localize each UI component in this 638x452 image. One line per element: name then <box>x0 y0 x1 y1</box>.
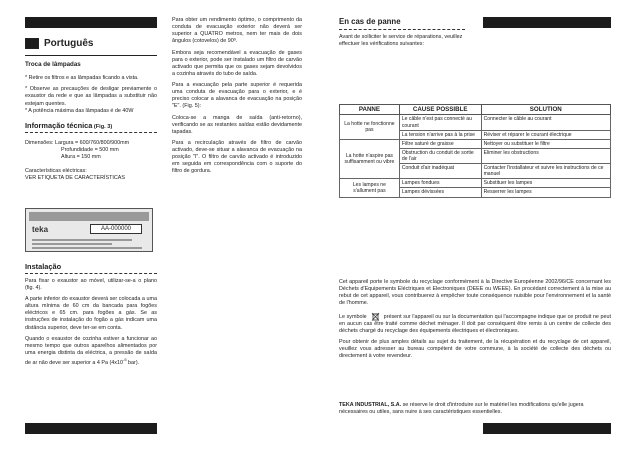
table-header-row <box>340 105 611 115</box>
teka-note-text: se réserve le droit d'introduire sur le matériel les modifications qu'elle jugera nécessaires ou utiles, sans nuire à ses caractéristiques essentielles. <box>339 402 584 416</box>
table-row <box>340 179 611 188</box>
install-column <box>25 262 157 371</box>
teka-brand: TEKA INDUSTRIAL, S.A. <box>339 402 402 408</box>
header-bar-left <box>25 17 157 28</box>
table-cell: Les lampes ne s'allument pas <box>340 179 400 197</box>
table-cell: Nettoyer ou substituer le filtre <box>481 139 610 148</box>
table-cell: La hotte n'aspire pas suffisamment ou vibre <box>340 139 400 179</box>
recycle-bin-icon <box>371 312 380 321</box>
recycling-block <box>339 279 611 364</box>
rating-label-image <box>25 208 153 252</box>
recycle-p3: Pour obtenir de plus amples détails au sujet du traitement, de la récupération et du recyclage de cet appareil, veuillez vous adresser au bureau compétent de votre commune, à la société de collecte des déchets ou directement à votre revendeur. <box>339 338 611 360</box>
middle-p1: Para obter um rendimento óptimo, o comprimento da conduta de evacuação exterior não deverá ser superior a QUATRO metros, nem ter mais de dois ângulos (cotovelos) de 90º. <box>172 17 302 45</box>
flag-icon <box>25 38 39 49</box>
panne-divider <box>339 29 465 30</box>
footer-bar-left <box>25 423 157 434</box>
install-p1: Para fixar o exaustor ao móvel, utilizar-se-a o plano (fig. 4). <box>25 277 157 291</box>
dim-line: Dimensões: Largura = 600/760/800/900mm <box>25 140 130 147</box>
table-cell: Lampes fondues <box>399 179 481 188</box>
table-cell: La hotte ne fonctionne pas <box>340 115 400 139</box>
panne-intro: Avant de solliciter le service de réparations, veuillez effectuer les vérifications suivantes: <box>339 34 463 48</box>
table-cell: Resserrer les lampes <box>481 188 610 197</box>
table-cell: Réviser et réparer le courant électrique <box>481 130 610 139</box>
middle-p4: Coloca-se a manga de saída (anti-retorno), verificando se as restantes saídas estão devidamente tapadas. <box>172 114 302 135</box>
table-cell: Le câble n'est pas connecté au courant <box>399 115 481 130</box>
label-code: AA-000000 <box>90 224 142 234</box>
lamps-p2: * Observe as precauções de desligar previamente o exaustor da rede e que as lâmpadas a substituir não estejam quentes. <box>25 86 157 107</box>
label-line-2 <box>32 243 112 245</box>
lamps-p1: * Retire os filtros e as lâmpadas ficando a vista. <box>25 75 139 82</box>
tech-fig: (Fig. 3) <box>93 123 113 130</box>
language-title: Português <box>44 38 94 49</box>
lamps-p3: * A potência máxima das lâmpadas é de 40W <box>25 107 134 114</box>
table-header: CAUSE POSSIBLE <box>399 105 481 115</box>
language-rule <box>25 55 157 56</box>
middle-p3: Para a evacuação pela parte superior é requerida uma conduta de evacuação para o exterior, e é preciso colocar a alavanca de evacuação na posição "E". (Fig. 5): <box>172 82 302 110</box>
table-row <box>340 139 611 148</box>
tech-title: Informação técnica <box>25 120 93 130</box>
height-line: Altura = 150 mm <box>61 154 101 161</box>
middle-p2: Embora seja recomendável a evacuação de gases para o exterior, pode ser instalado um filtro de carvão activado que permita que os gases sejam devolvidos a cozinha através do tubo de saída. <box>172 49 302 77</box>
middle-column <box>172 17 302 180</box>
table-row <box>340 115 611 130</box>
install-p2: A parte inferior do exaustor deverá ser colocada a uma altura mínima de 60 cm da bancada para fogões eléctricos e 65 cm. para fogões a gás. Se as instruções de instalação do fogão a gás indicam uma distância superior, deve ter-se em conta. <box>25 296 157 331</box>
table-cell: Conduit d'air inadéquat <box>399 164 481 179</box>
language-heading <box>25 38 93 49</box>
label-logo: teka <box>32 225 49 234</box>
table-header: PANNE <box>340 105 400 115</box>
table-cell: Obstruction du conduit de sortie de l'air <box>399 148 481 163</box>
label-line-1 <box>32 239 132 241</box>
table-cell: Lampes dévissées <box>399 188 481 197</box>
recycle-p1: Cet appareil porte le symbole du recyclage conformément à la Directive Européenne 2002/96/CE concernant les Déchets d'Equipements Eléctriques et Electroniques (DEEE ou WEEE). En procédant correctement à la mise au rebut de cet appareil, vous contribuerez à empêcher toute conséquence nuisible pour l'environnement et la santé de l'homme. <box>339 279 611 307</box>
table-cell: Connecter le câble au courant <box>481 115 610 130</box>
install-title: Instalação <box>25 262 62 271</box>
troubleshooting-table <box>339 104 611 198</box>
teka-note <box>339 402 611 416</box>
elec-line: Características eléctricas: <box>25 167 87 174</box>
depth-line: Profundidade = 500 mm <box>61 147 119 154</box>
left-column <box>25 61 157 182</box>
table-header: SOLUTION <box>481 105 610 115</box>
table-cell: Filtre saturé de graisse <box>399 139 481 148</box>
footer-bar-right <box>483 423 611 434</box>
install-p3: Quando o exaustor de cozinha estiver a funcionar ao mesmo tempo que outros aparelhos alimentados por uma energia distinta da eléctrica, a pressão de saída de ar não deve ser superior a 4 Pa ($4x10^{-5}$ bar). <box>25 335 157 366</box>
lamps-title: Troca de lâmpadas <box>25 61 81 68</box>
label-line: VER ETIQUETA DE CARACTERÍSTICAS <box>25 174 125 181</box>
install-divider <box>25 273 157 274</box>
middle-p5: Para a recirculação através de filtro de carvão activado, deve-se situar a alavanca de evacuação na posição "I". O filtro de carvão activado é introduzido em seguida em correspondência com o suporte do filtro de gordura. <box>172 139 302 175</box>
table-cell: La tension n'arrive pas à la prise <box>399 130 481 139</box>
tech-divider <box>25 132 157 133</box>
table-cell: Contacter l'installateur et suivre les instructions de ce manuel <box>481 164 610 179</box>
panne-title: En cas de panne <box>339 17 401 26</box>
tech-heading <box>25 121 157 131</box>
label-strip <box>29 212 149 221</box>
right-header <box>339 17 611 49</box>
table-cell: Eliminer les obstructions <box>481 148 610 163</box>
table-cell: Substituer les lampes <box>481 179 610 188</box>
label-line-3 <box>32 247 142 249</box>
recycle-p2: Le symbole présent sur l'appareil ou sur la documentation qui l'accompagne indique que ce produit ne peut en aucun cas être traité comme déchet ménager. Il doit par conséquent être remis à un centre de collecte des déchets chargé du recyclage des équipements électriques et électroniques. <box>339 313 611 334</box>
